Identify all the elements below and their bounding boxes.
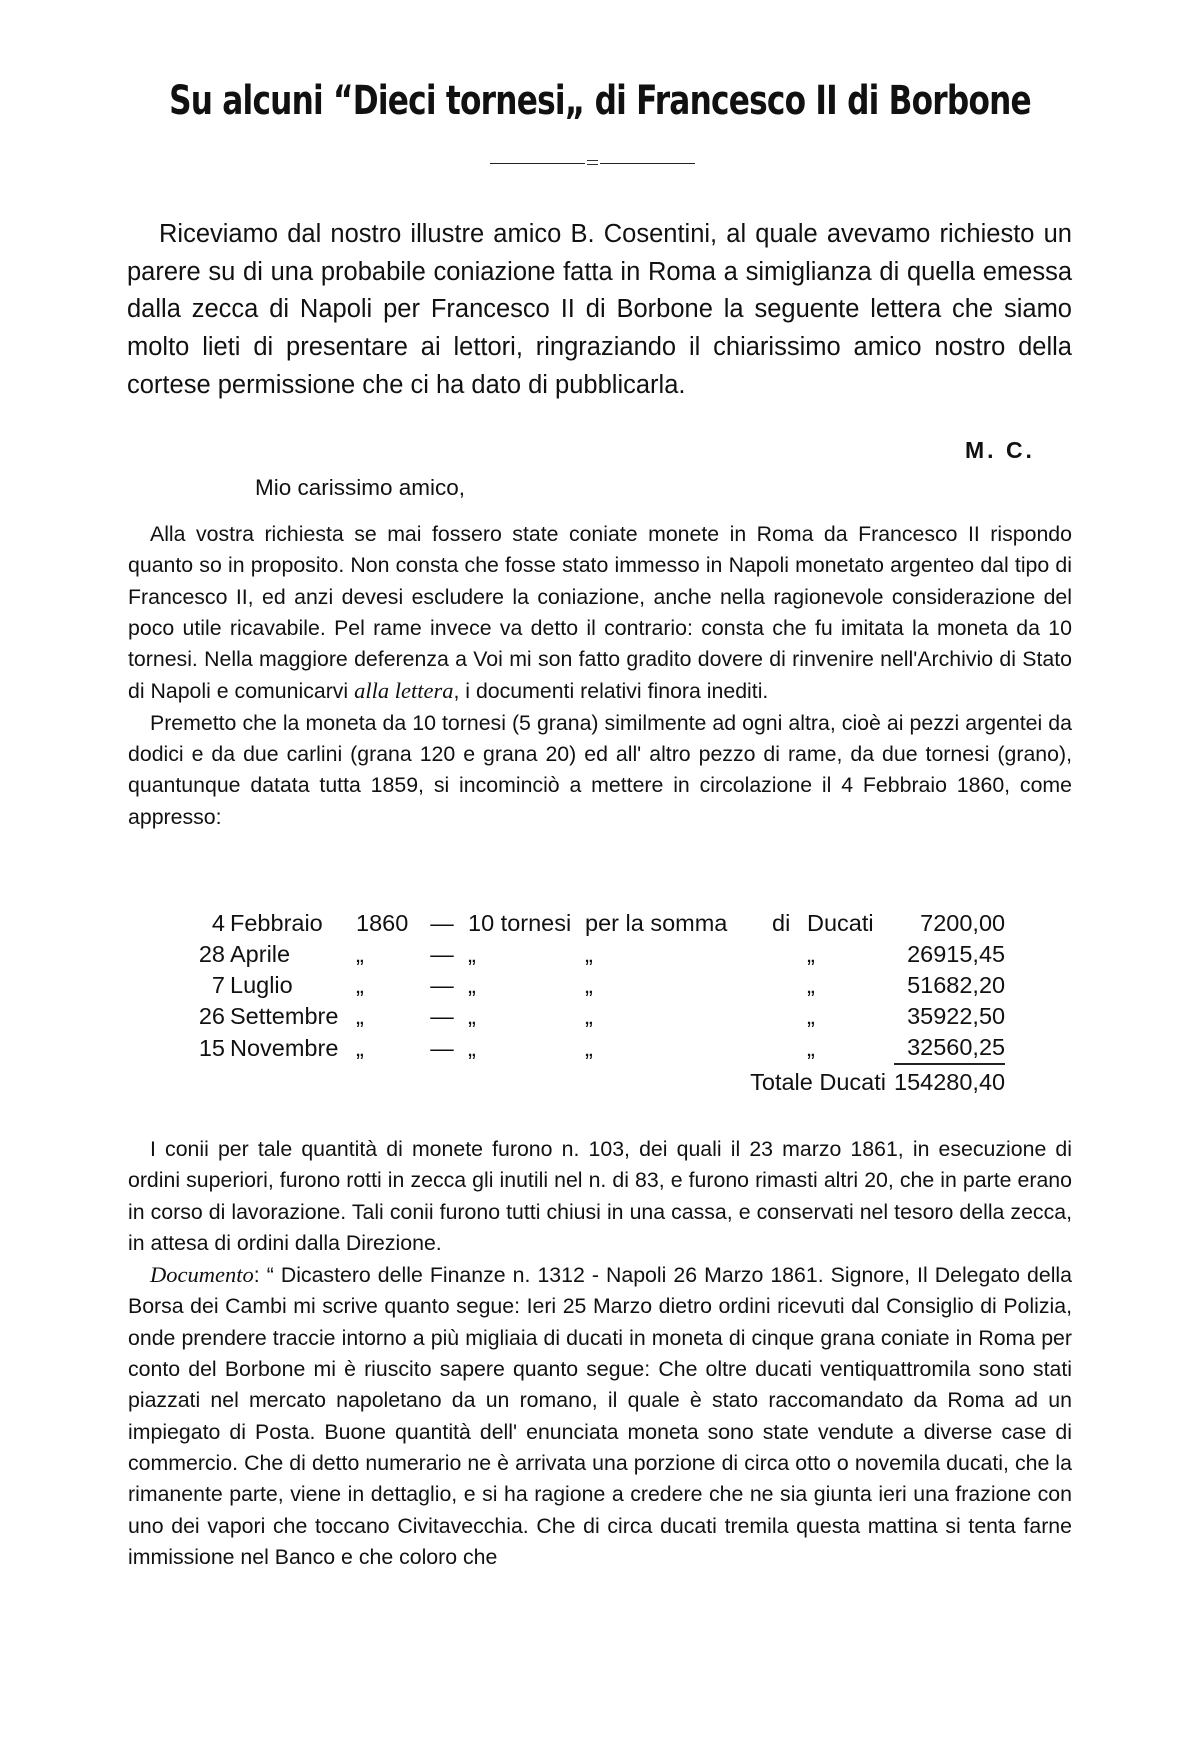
cell-duc: Ducati <box>807 910 874 936</box>
cell-dash: — <box>430 910 454 936</box>
cell-dash: — <box>430 1034 454 1061</box>
letter-p1-end: , i documenti relativi finora inediti. <box>453 679 769 704</box>
cell-di <box>772 1001 807 1032</box>
letter-paragraph-2: Premetto che la moneta da 10 tornesi (5 grana) similmente ad ogni altra, cioè ai pezzi argentei da dodici e da due carlini (grana 120 e grana 20) ed all' altro pezzo di rame, da due tornesi (grano), quantunque datata tutta 1859, si incominciò a mettere in circolazione il 4 Febbraio 1860, come appresso: <box>128 710 1072 829</box>
cell-year: „ <box>356 941 364 967</box>
letter-paragraph-1 <box>128 519 1072 708</box>
cell-day: 7 <box>211 972 225 998</box>
minting-table-row <box>190 970 1005 1001</box>
cell-day: 4 <box>211 910 225 936</box>
minting-table-row <box>190 939 1005 970</box>
cell-year: „ <box>356 972 364 998</box>
cell-desc: „ <box>468 972 476 998</box>
cell-desc: „ <box>468 1034 476 1061</box>
cell-di <box>772 939 807 970</box>
cell-year: 1860 <box>356 910 409 936</box>
cell-month: Luglio <box>230 972 293 998</box>
cell-desc: „ <box>468 1003 476 1029</box>
cell-perla: „ <box>585 1003 593 1029</box>
cell-month: Aprile <box>230 941 291 967</box>
letter-p1-start: Alla vostra richiesta se mai fossero state coniate monete in Roma da Francesco II rispondo quanto so in proposito. Non consta che fosse stato immesso in Napoli monetato argenteo dal tipo di Francesco II, ed anzi devesi escludere la coniazione, anche nella ragionevole considerazione del poco utile ricavabile. Pel rame invece va detto il contrario: consta che fu imitata la moneta da 10 tornesi. Nella maggiore deferenza a Voi mi son fatto gradito dovere di rinvenire nell'Archivio di Stato di Napoli e comunicarvi <box>128 522 1072 704</box>
letter-paragraph-4 <box>128 1259 1072 1573</box>
cell-duc: „ <box>807 1003 815 1029</box>
cell-dash: — <box>430 972 454 998</box>
intro-paragraph: Riceviamo dal nostro illustre amico B. Cosentini, al quale avevamo richiesto un parere su di una probabile coniazione fatta in Roma a simiglianza di quella emessa dalla zecca di Napoli per Francesco II di Borbone la seguente lettera che siamo molto lieti di presentare ai lettori, ringraziando il chiarissimo amico nostro della cortese permissione che ci ha dato di pubblicarla. <box>127 220 1072 399</box>
letter-paragraph-1-block <box>128 519 1072 833</box>
letter-salutation: Mio carissimo amico, <box>255 475 466 500</box>
cell-amount: 51682,20 <box>907 972 1006 998</box>
intro-block <box>127 216 1072 405</box>
cell-di: di <box>772 910 791 936</box>
cell-desc: „ <box>468 941 476 967</box>
cell-amount: 7200,00 <box>920 910 1006 936</box>
letter-p1-italic: alla lettera <box>354 678 454 704</box>
cell-perla: „ <box>585 941 593 967</box>
cell-day: 28 <box>198 941 225 967</box>
cell-month: Novembre <box>230 1034 339 1061</box>
cell-duc: „ <box>807 1034 815 1061</box>
minting-table-row <box>190 1001 1005 1032</box>
minting-table <box>190 908 1005 1096</box>
cell-year: „ <box>356 1034 364 1061</box>
ornament-center <box>587 160 598 165</box>
cell-day: 15 <box>198 1034 225 1061</box>
cell-year: „ <box>356 1003 364 1029</box>
cell-di <box>772 970 807 1001</box>
cell-duc: „ <box>807 941 815 967</box>
minting-table-row <box>190 1032 1005 1064</box>
cell-amount: 26915,45 <box>907 941 1006 967</box>
cell-duc: „ <box>807 972 815 998</box>
total-label: Totale Ducati <box>750 1069 886 1095</box>
title-ornament-divider <box>490 160 695 166</box>
cell-day: 26 <box>198 1003 225 1029</box>
cell-amount: 32560,25 <box>894 1032 1005 1064</box>
article-title: Su alcuni “Dieci tornesi„ di Francesco II di Borbone <box>169 78 1031 124</box>
cell-di <box>772 1032 807 1064</box>
cell-perla: per la somma <box>585 910 728 936</box>
minting-table-row <box>190 908 1005 939</box>
ornament-rule-right <box>600 163 695 164</box>
minting-table-total-row <box>190 1064 1005 1096</box>
cell-dash: — <box>430 941 454 967</box>
letter-paragraph-3-block <box>128 1134 1072 1573</box>
cell-month: Febbraio <box>230 910 323 936</box>
minting-table-body <box>190 908 1005 1096</box>
document-text: : “ Dicastero delle Finanze n. 1312 - Napoli 26 Marzo 1861. Signore, Il Delegato della Borsa dei Cambi mi scrive quanto segue: Ieri 25 Marzo dietro ordini ricevuti dal Consiglio di Polizia, onde prendere traccie intorno a più migliaia di ducati in moneta di cinque grana coniate in Roma per conto del Borbone mi è riuscito sapere quanto segue: Che oltre ducati ventiquattromila sono stati piazzati nel mercato napoletano da un romano, il quale è stato raccomandato da Roma ad un impiegato di Posta. Buone quantità dell' enunciata moneta sono state vendute a diverse case di commercio. Che di detto numerario ne è arrivata una porzione di circa otto o novemila ducati, che la rimanente parte, viene in dettaglio, e si ha ragione a credere che ne sia giunta ieri una frazione con uno dei vapori che toccano Civitavecchia. Che di circa ducati tremila questa mattina si tenta farne immissione nel Banco e che coloro che <box>128 1263 1072 1569</box>
letter-paragraph-3: I conii per tale quantità di monete furono n. 103, dei quali il 23 marzo 1861, in esecuzione di ordini superiori, furono rotti in zecca gli inutili nel n. di 83, e furono rimasti altri 20, che in parte erano in corso di lavorazione. Tali conii furono tutti chiusi in una cassa, e conservati nel tesoro della zecca, in attesa di ordini dalla Direzione. <box>128 1137 1072 1255</box>
cell-month: Settembre <box>230 1003 339 1029</box>
cell-perla: „ <box>585 1034 593 1061</box>
cell-amount: 35922,50 <box>907 1003 1006 1029</box>
cell-dash: — <box>430 1003 454 1029</box>
cell-desc: 10 tornesi <box>468 910 572 936</box>
ornament-rule-left <box>490 163 585 164</box>
document-label: Documento <box>150 1262 254 1288</box>
intro-signature: M. C. <box>965 437 1035 463</box>
total-amount: 154280,40 <box>894 1069 1006 1095</box>
cell-perla: „ <box>585 972 593 998</box>
